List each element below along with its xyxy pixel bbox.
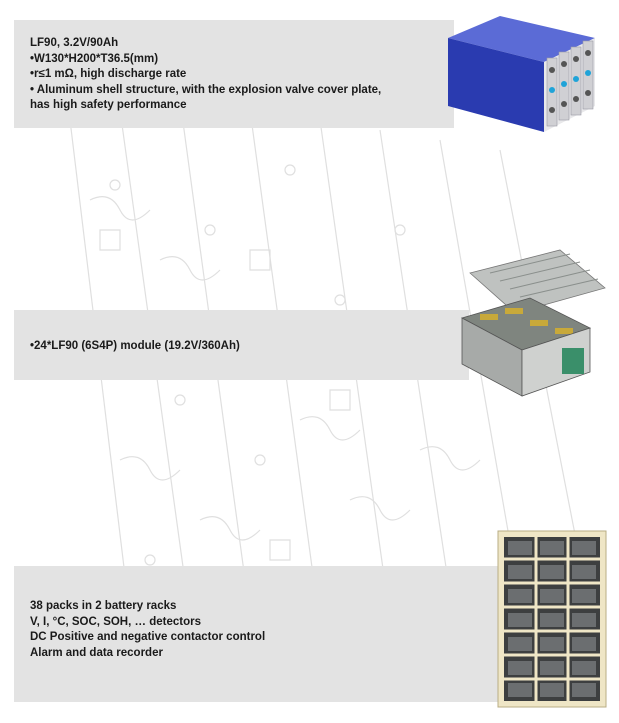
rack-spec-line: 38 packs in 2 battery racks — [30, 600, 177, 612]
cell-spec-band — [14, 20, 454, 128]
module-spec-band — [14, 310, 469, 380]
cell-spec-line: has high safety performance — [30, 99, 187, 111]
rack-spec-line: Alarm and data recorder — [30, 646, 163, 659]
rack-spec-line: V, I, °C, SOC, SOH, … detectors — [30, 615, 201, 628]
rack-spec-line: DC Positive and negative contactor control — [30, 631, 266, 643]
module-spec-line: •24*LF90 (6S4P) module (19.2V/360Ah) — [30, 340, 240, 352]
cell-spec-line: •r≤1 mΩ, high discharge rate — [30, 68, 187, 80]
battery-module-image — [450, 248, 610, 398]
cell-spec-line: •W130*H200*T36.5(mm) — [30, 52, 159, 65]
rack-spec-band — [14, 566, 500, 702]
battery-rack-image — [492, 527, 612, 712]
cell-spec-line: LF90, 3.2V/90Ah — [30, 37, 119, 49]
cell-spec-line: • Aluminum shell structure, with the explosion valve cover plate, — [30, 83, 382, 96]
battery-cells-image — [440, 10, 600, 135]
